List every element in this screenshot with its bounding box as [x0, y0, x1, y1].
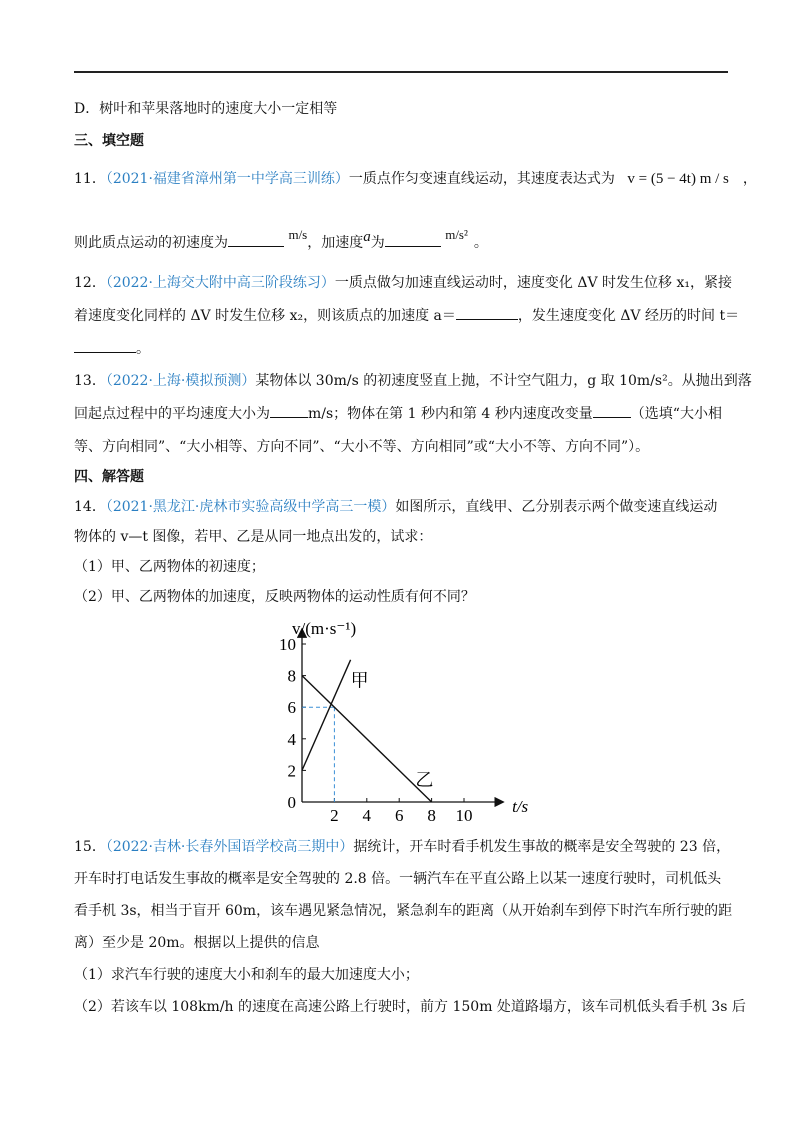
vt-graph — [268, 610, 529, 825]
q11-comma: ， — [742, 171, 757, 187]
q15-source[interactable]: （2022·吉林·长春外国语学校高三期中） — [105, 839, 354, 855]
q11-source[interactable]: （2021·福建省漳州第一中学高三训练） — [105, 171, 349, 187]
q11-number: 11． — [74, 171, 106, 187]
y-tick-label: 6 — [287, 698, 296, 718]
q12-text-1: 一质点做匀加速直线运动时，速度变化 ΔV 时发生位移 x₁，紧接 — [334, 275, 732, 291]
q12-text-2b: ，发生速度变化 ΔV 经历的时间 t＝ — [517, 308, 740, 324]
q11-line2-c: 为 — [370, 235, 385, 251]
series-line-yi — [302, 676, 432, 802]
q15-text-1: 据统计，开车时看手机发生事故的概率是安全驾驶的 23 倍， — [353, 839, 731, 855]
q11-line2 — [74, 227, 734, 254]
q11-text: 一质点作匀变速直线运动，其速度表达式为 — [348, 171, 615, 187]
q12-number: 12． — [74, 275, 106, 291]
q12-source[interactable]: （2022·上海交大附中高三阶段练习） — [105, 275, 335, 291]
q13-source[interactable]: （2022·上海·模拟预测） — [105, 373, 256, 389]
q15-line1 — [74, 836, 734, 858]
q14-item1: （1）甲、乙两物体的初速度； — [74, 559, 265, 575]
q13-text-2a: 回起点过程中的平均速度大小为 — [74, 406, 270, 422]
section-fill-blank-heading: 三、填空题 — [74, 133, 144, 149]
series-label-jia: 甲 — [350, 670, 369, 691]
q12-text-2a: 着速度变化同样的 ΔV 时发生位移 x₂，则该质点的加速度 a＝ — [74, 308, 456, 324]
header-rule — [74, 71, 728, 73]
q13-number: 13． — [74, 373, 106, 389]
y-tick-label: 2 — [287, 761, 296, 781]
x-axis-label: t/s — [512, 797, 529, 816]
q15-number: 15． — [74, 839, 106, 855]
x-tick-label: 4 — [362, 806, 372, 825]
q15-item2: （2）若该车以 108km/h 的速度在高速公路上行驶时，前方 150m 处道路塌方，该车司机低头看手机 3s 后 — [74, 999, 746, 1015]
q11-line1 — [74, 168, 757, 190]
q14-number: 14． — [74, 499, 106, 515]
q15-line3: 看手机 3s，相当于盲开 60m，该车遇见紧急情况，紧急刹车的距离（从开始刹车到停下时汽车所行驶的距 — [74, 903, 733, 919]
q12-blank-acceleration[interactable] — [456, 305, 518, 320]
q13-line2 — [74, 403, 734, 425]
q13-blank-velocity-change[interactable] — [593, 403, 631, 418]
q11-blank-acceleration[interactable] — [385, 232, 441, 247]
q14-line2: 物体的 v—t 图像，若甲、乙是从同一地点出发的，试求： — [74, 529, 433, 545]
q12-line1 — [74, 272, 734, 294]
y-axis-label: v/(m·s⁻¹) — [292, 619, 357, 638]
section-answer-heading: 四、解答题 — [74, 469, 144, 485]
series-label-yi: 乙 — [415, 770, 434, 791]
q11-period: 。 — [473, 235, 488, 251]
q11-velocity-formula: v = (5 − 4t) m / s — [627, 171, 729, 187]
q13-blank-average-speed[interactable] — [270, 403, 308, 418]
q12-line3 — [74, 338, 734, 360]
q11-blank-initial-velocity[interactable] — [228, 232, 284, 247]
q15-line4: 离）至少是 20m。根据以上提供的信息 — [74, 935, 320, 951]
x-tick-label: 6 — [394, 806, 404, 825]
y-tick-label: 8 — [287, 666, 296, 686]
q14-line1 — [74, 496, 734, 518]
q12-blank-time[interactable] — [74, 338, 136, 353]
q13-line1 — [74, 370, 752, 392]
q13-line3: 等、方向相同”、“大小相等、方向不同”、“大小不等、方向相同”或“大小不等、方向不同”）。 — [74, 439, 650, 455]
y-tick-label: 0 — [287, 793, 296, 812]
q11-unit-accel: m/s² — [445, 227, 468, 242]
y-tick-label: 10 — [279, 635, 296, 654]
q14-text-1: 如图所示，直线甲、乙分别表示两个做变速直线运动 — [395, 499, 718, 515]
q14-source[interactable]: （2021·黑龙江·虎林市实验高级中学高三一模） — [105, 499, 396, 515]
x-tick-label: 10 — [455, 806, 473, 825]
q15-line2: 开车时打电话发生事故的概率是安全驾驶的 2.8 倍。一辆汽车在平直公路上以某一速度行驶时，司机低头 — [74, 871, 722, 887]
y-tick-label: 4 — [287, 729, 296, 749]
x-tick-label: 2 — [330, 806, 339, 825]
q12-line2 — [74, 305, 740, 327]
x-tick-label: 8 — [427, 806, 436, 825]
q12-period: 。 — [136, 341, 150, 357]
q11-line2-a: 则此质点运动的初速度为 — [74, 235, 228, 251]
q14-item2: （2）甲、乙两物体的加速度，反映两物体的运动性质有何不同？ — [74, 589, 475, 605]
q15-item1: （1）求汽车行驶的速度大小和刹车的最大加速度大小； — [74, 967, 419, 983]
q11-accel-symbol: a — [363, 229, 371, 245]
q13-text-2c: （选填“大小相 — [630, 406, 722, 422]
q13-text-1: 某物体以 30m/s 的初速度竖直上抛，不计空气阻力，g 取 10m/s²。从抛出到落 — [255, 373, 752, 389]
option-d: D．树叶和苹果落地时的速度大小一定相等 — [74, 101, 338, 117]
q13-text-2b: m/s；物体在第 1 秒内和第 4 秒内速度改变量 — [308, 406, 593, 422]
q11-line2-b: ，加速度 — [307, 235, 364, 251]
q11-unit-velocity: m/s — [288, 227, 308, 242]
